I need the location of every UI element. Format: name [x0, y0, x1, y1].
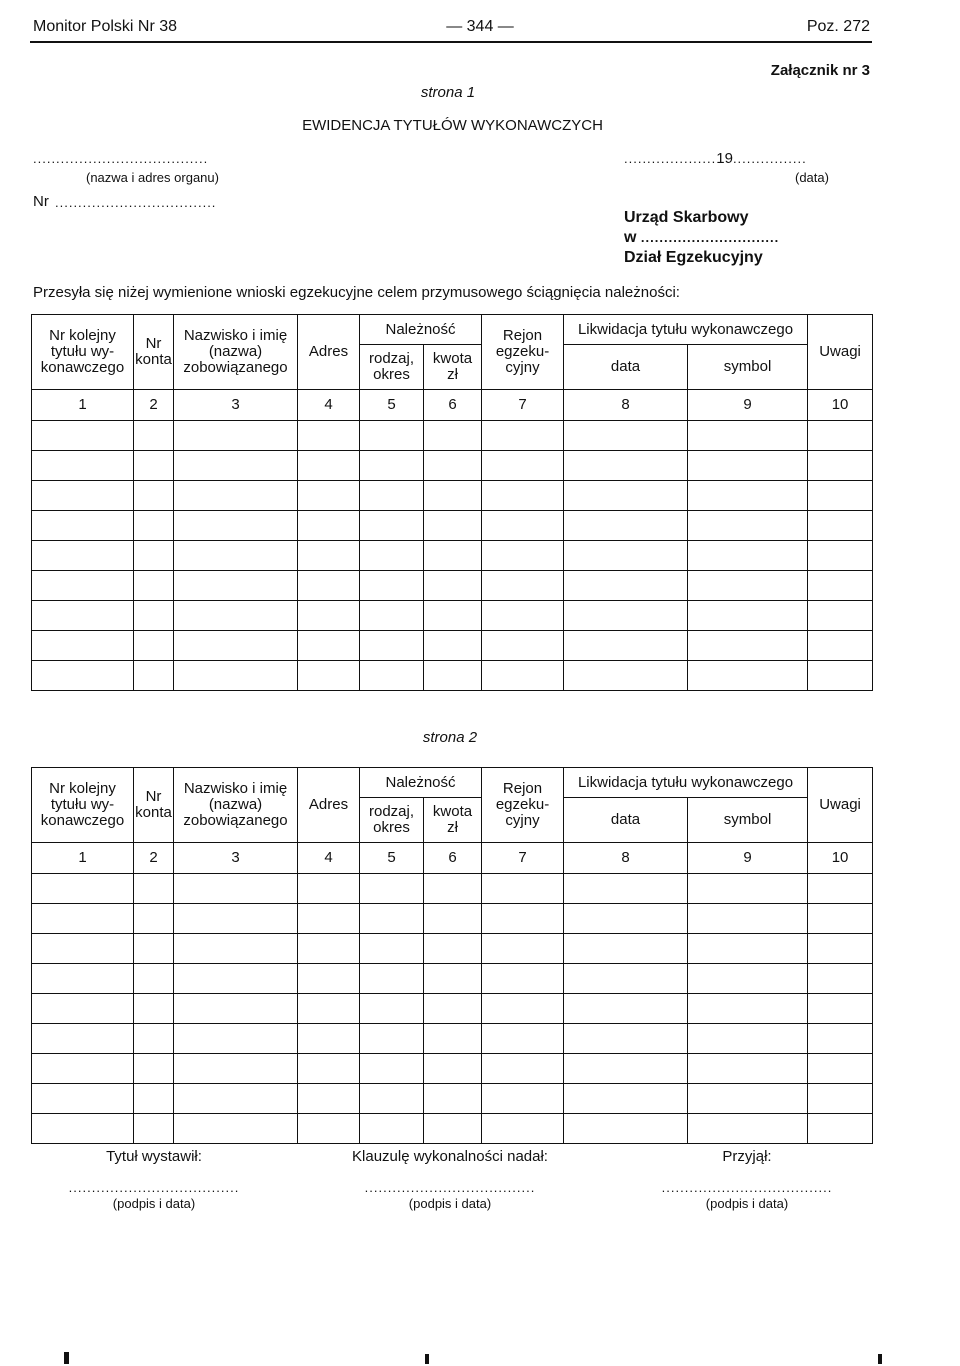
table-cell[interactable] — [360, 1114, 424, 1144]
table-cell[interactable] — [298, 904, 360, 934]
table-cell[interactable] — [360, 1084, 424, 1114]
table-cell[interactable] — [688, 481, 808, 511]
header-debtor-name: Nazwisko i imię (nazwa) zobowiązanego — [174, 315, 298, 390]
table-cell[interactable] — [482, 421, 564, 451]
table-cell[interactable] — [688, 994, 808, 1024]
table-cell[interactable] — [424, 631, 482, 661]
table-cell[interactable] — [174, 964, 298, 994]
table-cell[interactable] — [808, 994, 873, 1024]
table-cell[interactable] — [360, 994, 424, 1024]
table-cell[interactable] — [298, 601, 360, 631]
nr-dots[interactable]: ................................... — [55, 196, 217, 210]
header-symbol: symbol — [688, 798, 808, 843]
table-cell[interactable] — [298, 1024, 360, 1054]
table-row — [32, 421, 873, 451]
signature-receiver-label: Przyjął: — [722, 1148, 772, 1165]
table-cell[interactable] — [688, 1084, 808, 1114]
table-cell[interactable] — [808, 661, 873, 691]
table-cell[interactable] — [808, 571, 873, 601]
table-cell[interactable] — [482, 481, 564, 511]
table-cell[interactable] — [134, 874, 174, 904]
column-number: 10 — [808, 390, 873, 421]
table-row — [32, 904, 873, 934]
organ-label: (nazwa i adres organu) — [86, 170, 219, 185]
table-cell[interactable] — [424, 1084, 482, 1114]
table-cell[interactable] — [174, 661, 298, 691]
table-cell[interactable] — [808, 874, 873, 904]
table-cell[interactable] — [482, 1084, 564, 1114]
header-type-period: rodzaj, okres — [360, 798, 424, 843]
table-cell[interactable] — [298, 451, 360, 481]
table-cell[interactable] — [688, 511, 808, 541]
table-cell[interactable] — [174, 934, 298, 964]
table-cell[interactable] — [298, 1054, 360, 1084]
header-type-period: rodzaj, okres — [360, 345, 424, 390]
nr-label: Nr — [33, 193, 49, 210]
header-receivable: Należność — [360, 315, 482, 345]
date-dots-after: ................ — [732, 151, 807, 166]
table-cell[interactable] — [482, 571, 564, 601]
table-cell[interactable] — [134, 541, 174, 571]
header-symbol: symbol — [688, 345, 808, 390]
table-cell[interactable] — [688, 601, 808, 631]
table-cell[interactable] — [424, 1024, 482, 1054]
column-number: 1 — [32, 390, 134, 421]
table-cell[interactable] — [298, 421, 360, 451]
table-cell[interactable] — [134, 934, 174, 964]
page2-label: strona 2 — [422, 729, 478, 746]
table-cell[interactable] — [32, 511, 134, 541]
column-number: 7 — [482, 843, 564, 874]
header-address: Adres — [298, 768, 360, 843]
date-year: 19 — [716, 150, 733, 167]
table-cell[interactable] — [298, 541, 360, 571]
table-cell[interactable] — [32, 934, 134, 964]
table-cell[interactable] — [424, 481, 482, 511]
table-cell[interactable] — [424, 451, 482, 481]
table-cell[interactable] — [174, 1114, 298, 1144]
header-district: Rejon egzeku- cyjny — [482, 315, 564, 390]
table-cell[interactable] — [564, 964, 688, 994]
table-cell[interactable] — [564, 904, 688, 934]
table-cell[interactable] — [174, 1054, 298, 1084]
column-number-row — [32, 390, 873, 421]
table-cell[interactable] — [298, 964, 360, 994]
table-cell[interactable] — [360, 451, 424, 481]
table2-body — [32, 874, 873, 1144]
table-cell[interactable] — [360, 511, 424, 541]
signature-issuer-label: Tytuł wystawił: — [106, 1148, 202, 1165]
table-cell[interactable] — [564, 934, 688, 964]
office-name: Urząd Skarbowy — [624, 209, 749, 226]
table-cell[interactable] — [482, 1114, 564, 1144]
table-cell[interactable] — [688, 874, 808, 904]
table-cell[interactable] — [298, 1084, 360, 1114]
signature-clause-sub: (podpis i data) — [408, 1196, 492, 1211]
table-cell[interactable] — [424, 904, 482, 934]
table-cell[interactable] — [688, 571, 808, 601]
table-cell[interactable] — [482, 964, 564, 994]
table-cell[interactable] — [564, 1024, 688, 1054]
table-cell[interactable] — [482, 541, 564, 571]
table-cell[interactable] — [564, 451, 688, 481]
table-cell[interactable] — [360, 874, 424, 904]
scan-speck — [425, 1354, 429, 1364]
table-row — [32, 601, 873, 631]
office-w-line[interactable] — [624, 229, 874, 247]
table-cell[interactable] — [134, 904, 174, 934]
table-cell[interactable] — [808, 904, 873, 934]
table-row — [32, 631, 873, 661]
table-cell[interactable] — [808, 964, 873, 994]
column-number: 3 — [174, 390, 298, 421]
column-number: 2 — [134, 390, 174, 421]
signature-issuer-dots[interactable]: ..................................... — [68, 1180, 240, 1195]
table-cell[interactable] — [32, 661, 134, 691]
column-number: 1 — [32, 843, 134, 874]
table-cell[interactable] — [482, 1024, 564, 1054]
table-cell[interactable] — [134, 511, 174, 541]
table-cell[interactable] — [808, 451, 873, 481]
header-district: Rejon egzeku- cyjny — [482, 768, 564, 843]
table-cell[interactable] — [134, 631, 174, 661]
table-cell[interactable] — [482, 934, 564, 964]
page1-label: strona 1 — [420, 84, 476, 101]
table-row — [32, 1114, 873, 1144]
column-number: 8 — [564, 843, 688, 874]
scan-speck — [878, 1354, 882, 1364]
table-cell[interactable] — [688, 631, 808, 661]
table-cell[interactable] — [564, 1054, 688, 1084]
table-cell[interactable] — [688, 421, 808, 451]
table-row — [32, 451, 873, 481]
table-cell[interactable] — [298, 481, 360, 511]
table-cell[interactable] — [564, 631, 688, 661]
table-cell[interactable] — [564, 661, 688, 691]
table-row — [32, 1024, 873, 1054]
table-cell[interactable] — [808, 511, 873, 541]
column-number: 5 — [360, 843, 424, 874]
table-cell[interactable] — [482, 904, 564, 934]
table-cell[interactable] — [360, 601, 424, 631]
table-cell[interactable] — [564, 601, 688, 631]
table-cell[interactable] — [32, 481, 134, 511]
table-cell[interactable] — [134, 1054, 174, 1084]
table-cell[interactable] — [134, 661, 174, 691]
table-row — [32, 1084, 873, 1114]
table-cell[interactable] — [808, 601, 873, 631]
table-cell[interactable] — [134, 451, 174, 481]
scan-speck — [64, 1352, 69, 1364]
table-row — [32, 571, 873, 601]
table-cell[interactable] — [174, 541, 298, 571]
office-w-label: w — [624, 229, 637, 246]
office-department: Dział Egzekucyjny — [624, 249, 763, 266]
table-cell[interactable] — [134, 421, 174, 451]
table-cell[interactable] — [424, 511, 482, 541]
table-cell[interactable] — [32, 1054, 134, 1084]
table-cell[interactable] — [32, 571, 134, 601]
column-number: 3 — [174, 843, 298, 874]
table-cell[interactable] — [688, 1054, 808, 1084]
table-row — [32, 661, 873, 691]
table-cell[interactable] — [134, 601, 174, 631]
header-account-number: Nr konta — [134, 768, 174, 843]
table-cell[interactable] — [424, 661, 482, 691]
table-cell[interactable] — [360, 571, 424, 601]
header-date: data — [564, 345, 688, 390]
table-row — [32, 964, 873, 994]
header-remarks: Uwagi — [808, 768, 873, 843]
signature-clause-label: Klauzulę wykonalności nadał: — [352, 1148, 548, 1165]
header-liquidation: Likwidacja tytułu wykonawczego — [564, 315, 808, 345]
table-cell[interactable] — [32, 631, 134, 661]
table-cell[interactable] — [134, 964, 174, 994]
table-cell[interactable] — [298, 874, 360, 904]
column-number: 7 — [482, 390, 564, 421]
table-cell[interactable] — [564, 541, 688, 571]
column-number: 9 — [688, 843, 808, 874]
form-title: EWIDENCJA TYTUŁÓW WYKONAWCZYCH — [302, 117, 603, 134]
table-cell[interactable] — [424, 874, 482, 904]
header-remarks: Uwagi — [808, 315, 873, 390]
table-cell[interactable] — [688, 451, 808, 481]
table-cell[interactable] — [298, 631, 360, 661]
table-cell[interactable] — [298, 511, 360, 541]
table-cell[interactable] — [32, 994, 134, 1024]
column-number: 5 — [360, 390, 424, 421]
header-debtor-name: Nazwisko i imię (nazwa) zobowiązanego — [174, 768, 298, 843]
column-number: 9 — [688, 390, 808, 421]
table-row — [32, 1054, 873, 1084]
table-cell[interactable] — [298, 934, 360, 964]
table-cell[interactable] — [808, 1024, 873, 1054]
table-cell[interactable] — [808, 481, 873, 511]
table-cell[interactable] — [174, 874, 298, 904]
table-cell[interactable] — [360, 934, 424, 964]
table-cell[interactable] — [174, 451, 298, 481]
column-number: 10 — [808, 843, 873, 874]
table-cell[interactable] — [174, 1084, 298, 1114]
column-number: 4 — [298, 390, 360, 421]
table-cell[interactable] — [688, 964, 808, 994]
column-number: 8 — [564, 390, 688, 421]
table-cell[interactable] — [564, 994, 688, 1024]
column-number: 6 — [424, 390, 482, 421]
table-cell[interactable] — [32, 601, 134, 631]
table-cell[interactable] — [688, 1024, 808, 1054]
header-address: Adres — [298, 315, 360, 390]
table-cell[interactable] — [174, 421, 298, 451]
header-amount: kwota zł — [424, 798, 482, 843]
table-cell[interactable] — [360, 481, 424, 511]
table-cell[interactable] — [32, 421, 134, 451]
table-cell[interactable] — [424, 994, 482, 1024]
table-cell[interactable] — [174, 511, 298, 541]
table-cell[interactable] — [424, 1114, 482, 1144]
table-cell[interactable] — [564, 571, 688, 601]
table-cell[interactable] — [134, 1114, 174, 1144]
table-cell[interactable] — [688, 904, 808, 934]
office-w-dots: .............................. — [640, 230, 780, 245]
header-entry-number: Nr kolejny tytułu wy- konawczego — [32, 315, 134, 390]
table-cell[interactable] — [808, 934, 873, 964]
table-cell[interactable] — [564, 511, 688, 541]
table-cell[interactable] — [482, 451, 564, 481]
table-cell[interactable] — [424, 601, 482, 631]
table-cell[interactable] — [424, 964, 482, 994]
table-cell[interactable] — [174, 631, 298, 661]
table-cell[interactable] — [360, 541, 424, 571]
table-cell[interactable] — [808, 1084, 873, 1114]
table-cell[interactable] — [564, 421, 688, 451]
signature-receiver-sub: (podpis i data) — [705, 1196, 789, 1211]
table-cell[interactable] — [564, 874, 688, 904]
table-cell[interactable] — [360, 661, 424, 691]
table-cell[interactable] — [134, 481, 174, 511]
table-row — [32, 481, 873, 511]
signature-receiver-dots[interactable]: ..................................... — [661, 1180, 833, 1195]
table-cell[interactable] — [134, 1024, 174, 1054]
table-cell[interactable] — [424, 421, 482, 451]
table-cell[interactable] — [424, 1054, 482, 1084]
table1-body — [32, 421, 873, 691]
table-cell[interactable] — [32, 451, 134, 481]
table-cell[interactable] — [688, 934, 808, 964]
table-cell[interactable] — [808, 421, 873, 451]
column-number: 2 — [134, 843, 174, 874]
date-dots-before: .................... — [624, 151, 717, 166]
table-cell[interactable] — [482, 874, 564, 904]
table-cell[interactable] — [688, 661, 808, 691]
table-cell[interactable] — [808, 631, 873, 661]
position-number: Poz. 272 — [806, 18, 870, 35]
table-cell[interactable] — [424, 541, 482, 571]
header-receivable: Należność — [360, 768, 482, 798]
header-amount: kwota zł — [424, 345, 482, 390]
table-cell[interactable] — [482, 511, 564, 541]
table-cell[interactable] — [32, 1084, 134, 1114]
table-cell[interactable] — [298, 1114, 360, 1144]
column-number: 6 — [424, 843, 482, 874]
table-cell[interactable] — [564, 1084, 688, 1114]
table-cell[interactable] — [174, 994, 298, 1024]
table-cell[interactable] — [174, 904, 298, 934]
table-cell[interactable] — [174, 601, 298, 631]
table-cell[interactable] — [688, 1114, 808, 1144]
table-cell[interactable] — [32, 1114, 134, 1144]
records-table-page1 — [31, 314, 873, 691]
table-cell[interactable] — [298, 571, 360, 601]
table-cell[interactable] — [174, 571, 298, 601]
header-account-number: Nr konta — [134, 315, 174, 390]
date-field[interactable] — [624, 150, 874, 168]
table-cell[interactable] — [808, 541, 873, 571]
column-number: 4 — [298, 843, 360, 874]
table-cell[interactable] — [32, 1024, 134, 1054]
table-cell[interactable] — [32, 541, 134, 571]
table-row — [32, 994, 873, 1024]
journal-title: Monitor Polski Nr 38 — [33, 18, 178, 35]
header-rule — [30, 41, 872, 43]
table-cell[interactable] — [564, 481, 688, 511]
table-cell[interactable] — [174, 1024, 298, 1054]
table-cell[interactable] — [808, 1054, 873, 1084]
page-number: — 344 — — [446, 18, 514, 35]
intro-text: Przesyła się niżej wymienione wnioski egzekucyjne celem przymusowego ściągnięcia należności: — [33, 284, 680, 301]
table-cell[interactable] — [32, 904, 134, 934]
table-cell[interactable] — [482, 601, 564, 631]
table-cell[interactable] — [298, 661, 360, 691]
table-cell[interactable] — [360, 421, 424, 451]
table-cell[interactable] — [482, 631, 564, 661]
table-cell[interactable] — [360, 904, 424, 934]
table-cell[interactable] — [360, 1054, 424, 1084]
table-cell[interactable] — [808, 1114, 873, 1144]
table-cell[interactable] — [482, 661, 564, 691]
table-cell[interactable] — [360, 1024, 424, 1054]
table-cell[interactable] — [32, 874, 134, 904]
table-cell[interactable] — [134, 994, 174, 1024]
table-row — [32, 541, 873, 571]
table-cell[interactable] — [134, 571, 174, 601]
header-liquidation: Likwidacja tytułu wykonawczego — [564, 768, 808, 798]
table-row — [32, 511, 873, 541]
table-cell[interactable] — [482, 1054, 564, 1084]
organ-dots[interactable]: ...................................... — [33, 152, 209, 166]
table-row — [32, 934, 873, 964]
table-cell[interactable] — [32, 964, 134, 994]
column-number-row — [32, 843, 873, 874]
table-cell[interactable] — [424, 571, 482, 601]
records-table-page2 — [31, 767, 873, 1144]
table-cell[interactable] — [174, 481, 298, 511]
signature-issuer-sub: (podpis i data) — [112, 1196, 196, 1211]
header-date: data — [564, 798, 688, 843]
table-cell[interactable] — [564, 1114, 688, 1144]
table-cell[interactable] — [134, 1084, 174, 1114]
date-label: (data) — [795, 170, 829, 185]
table-row — [32, 874, 873, 904]
header-entry-number: Nr kolejny tytułu wy- konawczego — [32, 768, 134, 843]
table-cell[interactable] — [424, 934, 482, 964]
table-cell[interactable] — [360, 631, 424, 661]
table-cell[interactable] — [360, 964, 424, 994]
attachment-label: Załącznik nr 3 — [770, 62, 870, 79]
table-cell[interactable] — [482, 994, 564, 1024]
table-cell[interactable] — [688, 541, 808, 571]
signature-clause-dots[interactable]: ..................................... — [364, 1180, 536, 1195]
table-cell[interactable] — [298, 994, 360, 1024]
